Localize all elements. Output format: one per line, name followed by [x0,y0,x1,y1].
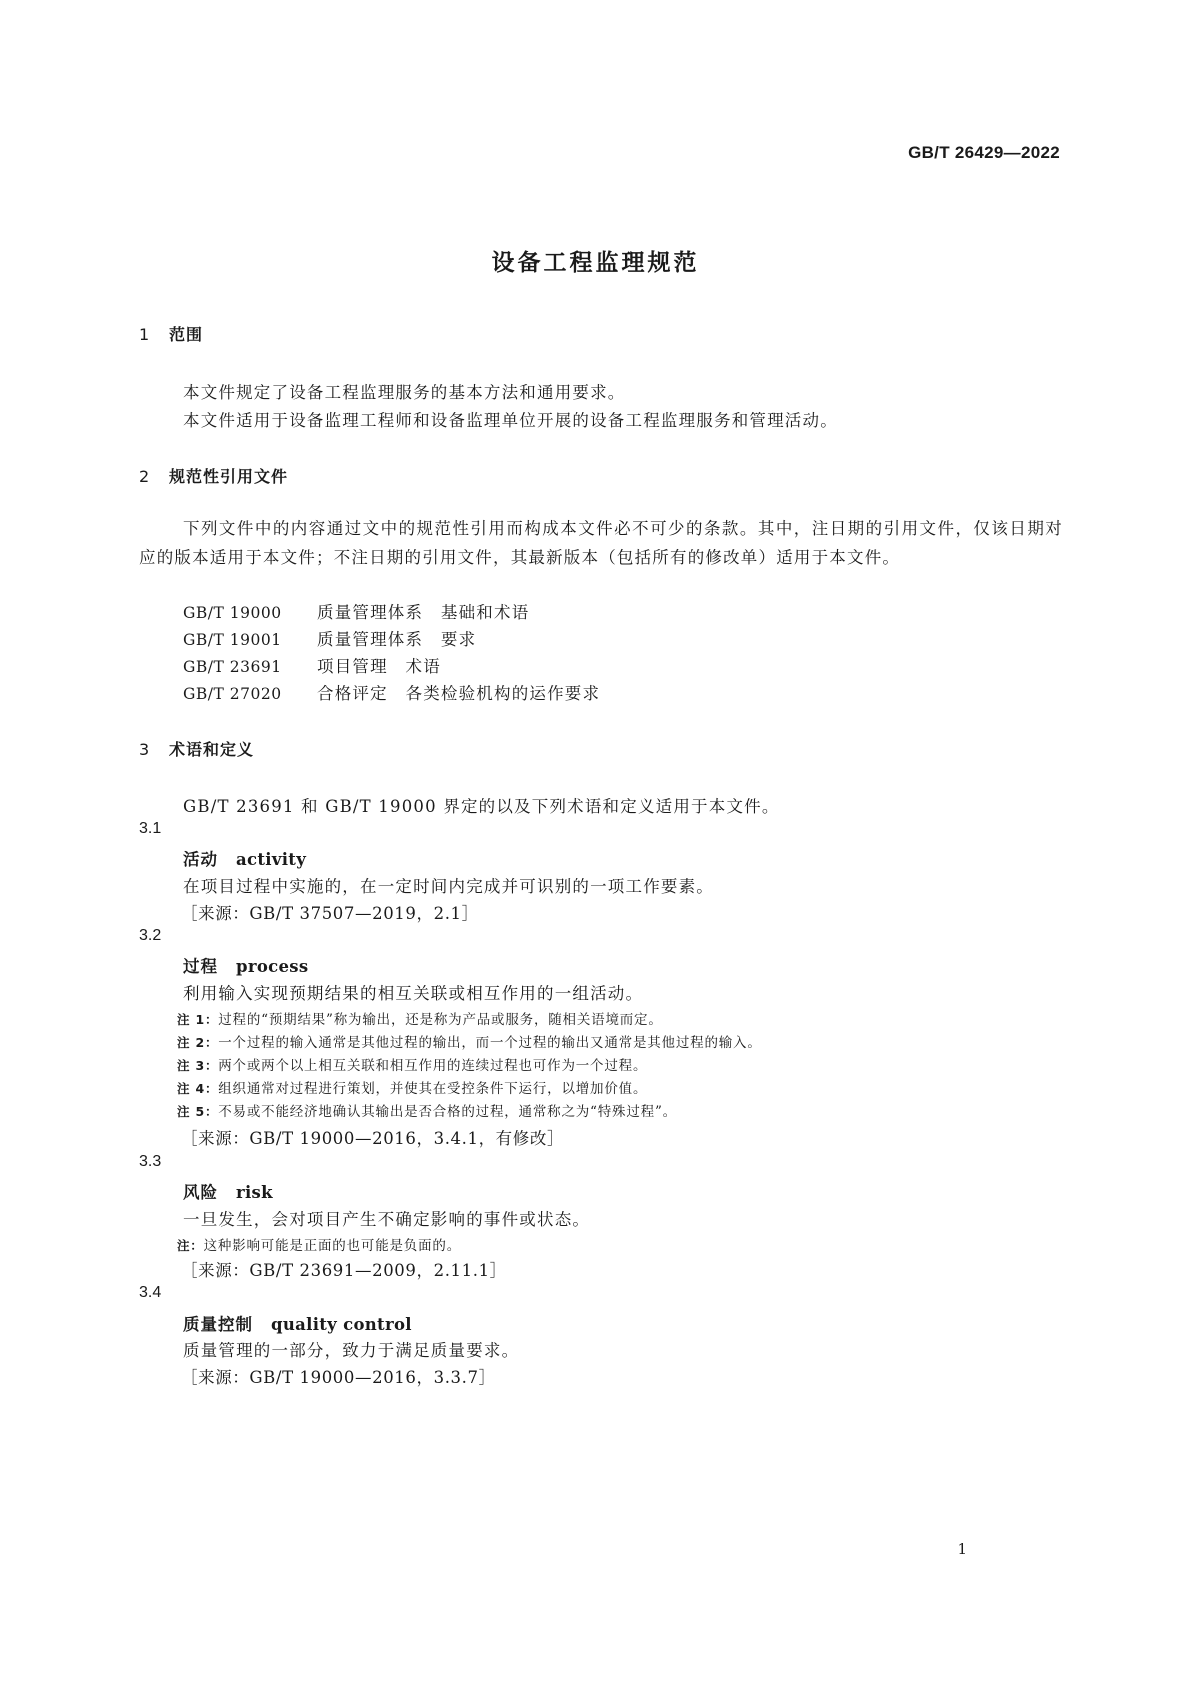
term-note [177,1031,762,1051]
terms-intro: GB/T 23691 和 GB/T 19000 界定的以及下列术语和定义适用于本文件。 [183,797,780,816]
reference-item [183,680,600,704]
reference-code: GB/T 19001 [183,631,282,649]
reference-title: 质量管理体系 基础和术语 [317,603,530,622]
reference-code: GB/T 23691 [183,658,282,676]
reference-code: GB/T 27020 [183,685,282,703]
note-text: 过程的“预期结果”称为输出，还是称为产品或服务，随相关语境而定。 [218,1012,663,1028]
reference-title: 项目管理 术语 [317,657,441,676]
term-en: risk [236,1183,273,1202]
term-note [177,1054,647,1074]
note-text: 这种影响可能是正面的也可能是负面的。 [203,1238,462,1254]
term-note [177,1008,663,1028]
reference-code: GB/T 19000 [183,604,282,622]
term-number: 3.4 [139,1284,162,1301]
term-number: 3.1 [139,820,162,837]
note-label: 注 5： [177,1104,219,1119]
note-text: 组织通常对过程进行策划，并使其在受控条件下运行，以增加价值。 [218,1081,648,1097]
term-definition: 在项目过程中实施的，在一定时间内完成并可识别的一项工作要素。 [183,877,714,896]
term-definition: 利用输入实现预期结果的相互关联或相互作用的一组活动。 [183,984,644,1003]
reference-item [183,626,476,650]
reference-title: 质量管理体系 要求 [317,630,477,649]
term-en: quality control [271,1315,412,1334]
term-source: ［来源：GB/T 19000—2016，3.4.1，有修改］ [181,1129,565,1148]
term-number: 3.2 [139,927,162,944]
section-number: 1 [139,325,151,344]
term-zh: 质量控制 [183,1315,253,1334]
note-text: 不易或不能经济地确认其输出是否合格的过程，通常称之为“特殊过程”。 [218,1104,677,1120]
normative-references-intro: 下列文件中的内容通过文中的规范性引用而构成本文件必不可少的条款。其中，注日期的引用文件，仅该日期对应的版本适用于本文件；不注日期的引用文件，其最新版本（包括所有的修改单）适用于本文件。 [139,519,1063,567]
section-number: 2 [139,467,151,486]
term-zh: 风险 [183,1183,218,1202]
term-name [183,846,306,870]
term-zh: 活动 [183,850,218,869]
term-source: ［来源：GB/T 23691—2009，2.11.1］ [181,1261,507,1280]
note-text: 一个过程的输入通常是其他过程的输出，而一个过程的输出又通常是其他过程的输入。 [218,1035,762,1051]
term-note [177,1100,677,1120]
term-note [177,1077,647,1097]
term-name [183,953,308,977]
term-en: process [236,957,309,976]
section-title: 规范性引用文件 [169,467,289,486]
reference-item [183,653,441,677]
standard-number: GB/T 26429—2022 [908,143,1060,162]
note-label: 注： [177,1238,204,1253]
term-name [183,1311,412,1335]
scope-paragraph: 本文件适用于设备监理工程师和设备监理单位开展的设备工程监理服务和管理活动。 [183,411,838,430]
term-definition: 质量管理的一部分，致力于满足质量要求。 [183,1341,520,1360]
term-name [183,1179,273,1203]
document-title: 设备工程监理规范 [491,250,700,276]
section-3-heading [139,737,254,760]
term-source: ［来源：GB/T 37507—2019，2.1］ [181,904,479,923]
note-text: 两个或两个以上相互关联和相互作用的连续过程也可作为一个过程。 [218,1058,648,1074]
reference-title: 合格评定 各类检验机构的运作要求 [317,684,601,703]
term-zh: 过程 [183,957,218,976]
note-label: 注 2： [177,1035,219,1050]
section-title: 术语和定义 [169,740,255,759]
scope-paragraph: 本文件规定了设备工程监理服务的基本方法和通用要求。 [183,383,626,402]
note-label: 注 4： [177,1081,219,1096]
term-number: 3.3 [139,1153,162,1170]
term-note [177,1234,461,1254]
note-label: 注 1： [177,1012,219,1027]
term-source: ［来源：GB/T 19000—2016，3.3.7］ [181,1368,496,1387]
reference-item [183,599,529,623]
section-1-heading [139,322,203,345]
section-2-heading [139,464,288,487]
section-number: 3 [139,740,151,759]
note-label: 注 3： [177,1058,219,1073]
term-definition: 一旦发生，会对项目产生不确定影响的事件或状态。 [183,1210,591,1229]
term-en: activity [236,850,307,869]
page-number: 1 [957,1540,967,1558]
section-title: 范围 [169,325,204,344]
